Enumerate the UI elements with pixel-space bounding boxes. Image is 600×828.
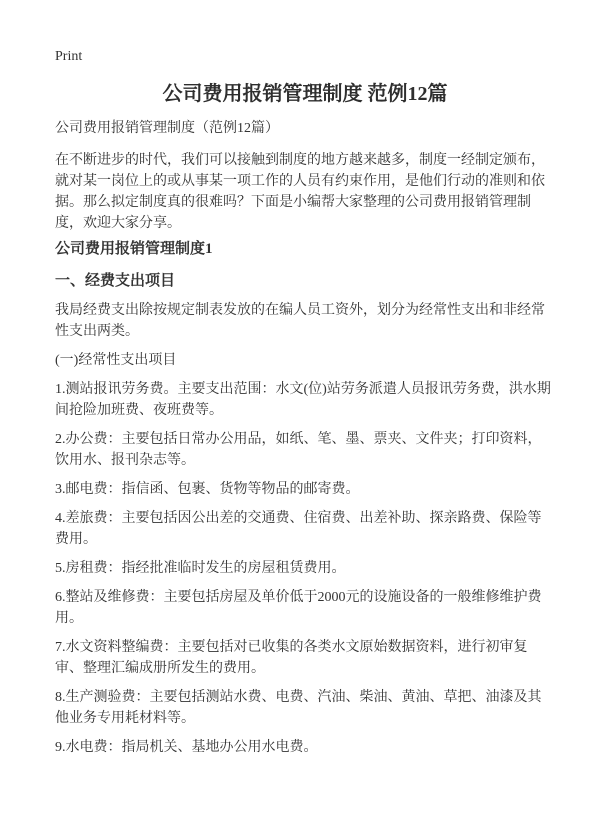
section-heading: 公司费用报销管理制度1 <box>55 241 213 257</box>
paragraph: 1.测站报讯劳务费。主要支出范围：水文(位)站劳务派遣人员报讯劳务费，洪水期间抢险加班费、夜班费等。 <box>55 382 551 418</box>
paragraph: 我局经费支出除按规定制表发放的在编人员工资外，划分为经常性支出和非经常性支出两类。 <box>55 303 545 339</box>
paragraph-list <box>55 300 555 758</box>
paragraph: 7.水文资料整编费：主要包括对已收集的各类水文原始数据资料，进行初审复审、整理汇编成册所发生的费用。 <box>55 640 528 676</box>
paragraph: 9.水电费：指局机关、基地办公用水电费。 <box>55 740 318 755</box>
doc-subtitle: 公司费用报销管理制度（范例12篇） <box>55 121 279 136</box>
sub-heading: 一、经费支出项目 <box>55 273 176 289</box>
paragraph: 6.整站及维修费：主要包括房屋及单价低于2000元的设施设备的一般维修维护费用。 <box>55 590 542 626</box>
intro-paragraph: 在不断进步的时代，我们可以接触到制度的地方越来越多，制度一经制定颁布，就对某一岗位上的或从事某一项工作的人员有约束作用，是他们行动的准则和依据。那么拟定制度真的很难吗？下面是小编帮大家整理的公司费用报销管理制度，欢迎大家分享。 <box>55 153 545 231</box>
print-link[interactable]: Print <box>55 49 83 64</box>
paragraph: (一)经常性支出项目 <box>55 353 177 368</box>
page-title: 公司费用报销管理制度 范例12篇 <box>162 83 448 105</box>
paragraph: 5.房租费：指经批准临时发生的房屋租赁费用。 <box>55 561 346 576</box>
paragraph: 3.邮电费：指信函、包裹、货物等物品的邮寄费。 <box>55 482 360 497</box>
paragraph: 2.办公费：主要包括日常办公用品，如纸、笔、墨、票夹、文件夹；打印资料，饮用水、报刊杂志等。 <box>55 432 542 468</box>
paragraph: 4.差旅费：主要包括因公出差的交通费、住宿费、出差补助、探亲路费、保险等费用。 <box>55 511 542 547</box>
paragraph: 8.生产测验费：主要包括测站水费、电费、汽油、柴油、黄油、草把、油漆及其他业务专用耗材料等。 <box>55 690 542 726</box>
